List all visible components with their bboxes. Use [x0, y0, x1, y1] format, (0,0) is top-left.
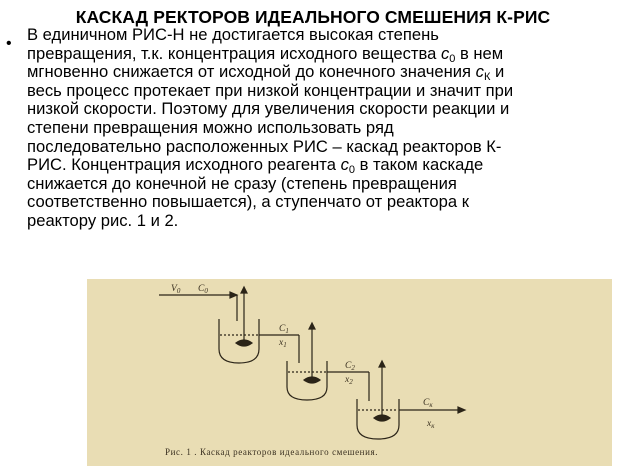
paragraph-line: степени превращения можно использовать ряд	[27, 117, 394, 137]
paragraph-line: низкой скорости. Поэтому для увеличения скорости реакции и	[27, 99, 510, 119]
symbol-c: c	[440, 43, 450, 63]
label-c0: $C_0$	[198, 284, 208, 295]
text-run: РИС. Концентрация исходного реагента	[27, 155, 341, 175]
paragraph-line: весь процесс протекает при низкой концентрации и значит при	[27, 80, 514, 100]
paragraph-line	[27, 45, 623, 64]
paragraph-line: реактору рис. 1 и 2.	[27, 210, 179, 230]
text-run: и	[490, 62, 505, 82]
paragraph-line: соответственно повышается), а ступенчато от реактора к	[27, 192, 469, 212]
body-paragraph	[27, 26, 623, 231]
paragraph-line: снижается до конечной не сразу (степень превращения	[27, 173, 457, 193]
label-v0: $V_0$	[171, 284, 181, 295]
motor-arrow-icon	[309, 323, 315, 329]
bullet-marker: •	[6, 35, 12, 52]
paragraph-line: В единичном РИС-Н не достигается высокая степень	[27, 25, 439, 44]
stirrer-icon	[374, 415, 390, 421]
text-run: в нем	[455, 43, 504, 63]
label-ck: $C_к$	[423, 398, 433, 409]
subscript: К	[483, 71, 491, 84]
text-run: превращения, т.к. концентрация исходного вещества	[27, 43, 441, 63]
text-run: мгновенно снижается от исходной до конечного значения	[27, 62, 476, 82]
figure-caption: Рис. 1 . Каскад реакторов идеального смешения.	[165, 447, 379, 457]
outlet-arrow-icon	[458, 407, 465, 413]
label-x2: $x_2$	[345, 375, 353, 386]
cascade-diagram	[87, 279, 612, 466]
label-x1: $x_1$	[279, 338, 287, 349]
symbol-c: c	[475, 62, 484, 82]
stirrer-icon	[304, 377, 320, 383]
subscript: 0	[348, 164, 355, 177]
paragraph-line	[27, 63, 623, 82]
motor-arrow-icon	[379, 361, 385, 367]
symbol-c: c	[340, 155, 349, 175]
paragraph-line: последовательно расположенных РИС – каскад реакторов К-	[27, 136, 502, 156]
motor-arrow-icon	[241, 287, 247, 293]
subscript: 0	[449, 52, 456, 65]
stirrer-icon	[236, 340, 252, 346]
label-c2: $C_2$	[345, 361, 355, 372]
label-xk: $x_к$	[427, 419, 435, 430]
cascade-figure	[87, 279, 612, 466]
slide-title: КАСКАД РЕКТОРОВ ИДЕАЛЬНОГО СМЕШЕНИЯ К-РИС	[75, 7, 551, 27]
feed-arrow-icon	[230, 292, 237, 298]
text-run: в таком каскаде	[354, 155, 484, 175]
label-c1: $C_1$	[279, 324, 289, 335]
paragraph-line	[27, 156, 623, 175]
